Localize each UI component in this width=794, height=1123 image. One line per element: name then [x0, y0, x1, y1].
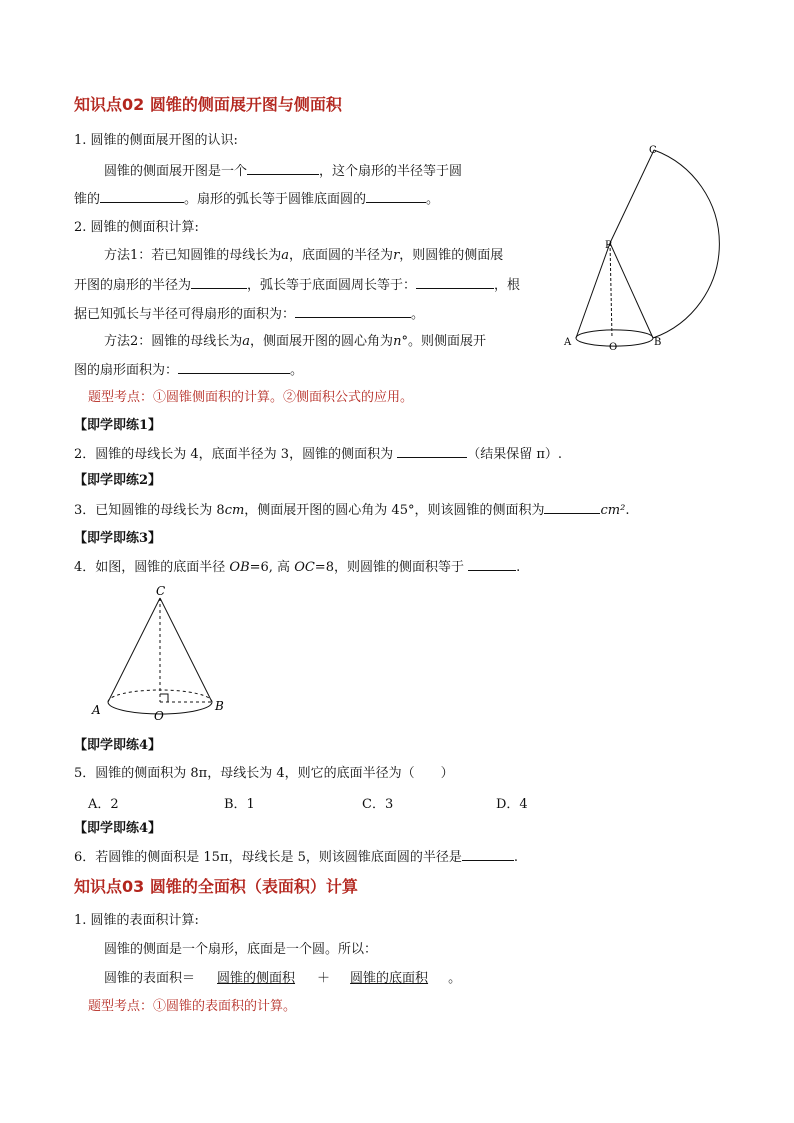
text: 图的扇形面积为：: [74, 363, 179, 378]
answer-blank[interactable]: [247, 162, 319, 175]
method1-line1: [104, 247, 503, 265]
right-angle-mark: [160, 694, 168, 702]
text: 。: [448, 971, 462, 986]
filled-answer: 圆锥的底面积: [350, 971, 429, 986]
text: ，则圆锥的侧面展: [399, 248, 504, 263]
practice-question-2: [74, 445, 562, 464]
unit: cm: [224, 503, 245, 518]
practice-tag-2: 【即学即练2】: [74, 473, 162, 488]
var: OC: [294, 560, 315, 575]
option-d[interactable]: D．4: [496, 797, 528, 812]
part1-title: 1. 圆锥的侧面展开图的认识:: [74, 133, 238, 148]
answer-blank[interactable]: [100, 190, 184, 203]
answer-blank[interactable]: [397, 445, 467, 458]
text: 。: [411, 307, 425, 322]
var: a: [281, 248, 290, 263]
text: ，侧面展开图的圆心角为: [250, 334, 394, 349]
cone-height-po: [610, 243, 612, 338]
option-c[interactable]: C．3: [362, 797, 394, 812]
text: ＋: [317, 971, 331, 986]
label-p: P: [605, 240, 612, 251]
answer-blank[interactable]: [462, 848, 514, 861]
cone-figure-oc: [88, 582, 238, 728]
method1-line3: [74, 305, 424, 324]
practice-question-3: [74, 501, 629, 520]
section-heading-02-text: 知识点02 圆锥的侧面展开图与侧面积: [74, 95, 342, 114]
text: 4．如图，圆锥的底面半径: [74, 560, 230, 575]
practice-tag-4: 【即学即练4】: [74, 738, 162, 753]
cone-edge-cb: [160, 598, 212, 702]
section-heading-03: 知识点03 圆锥的全面积（表面积）计算: [74, 877, 358, 896]
answer-blank[interactable]: [416, 276, 494, 289]
text: 方法1：若已知圆锥的母线长为: [104, 248, 282, 263]
text: 方法2：圆锥的母线长为: [104, 334, 243, 349]
sector-radius-pc: [610, 150, 654, 243]
option-a[interactable]: A．2: [88, 797, 119, 812]
var: n: [393, 334, 402, 349]
var: OB: [229, 560, 250, 575]
cone-development-figure: [560, 138, 720, 354]
part2-title: 2. 圆锥的侧面积计算:: [74, 220, 199, 235]
filled-answer: 圆锥的侧面积: [217, 971, 296, 986]
answer-blank[interactable]: [366, 190, 426, 203]
answer-blank[interactable]: [295, 305, 411, 318]
answer-blank[interactable]: [191, 276, 247, 289]
text: 锥的: [74, 192, 101, 207]
text: 开图的扇形的半径为: [74, 278, 192, 293]
text: ，侧面展开图的圆心角为 45°，则该圆锥的侧面积为: [244, 503, 545, 518]
answer-blank[interactable]: [544, 501, 600, 514]
practice-question-6: [74, 848, 518, 867]
text: 。扇形的弧长等于圆锥底面圆的: [184, 192, 367, 207]
text: 据已知弧长与半径可得扇形的面积为：: [74, 307, 296, 322]
key-points-02: 题型考点：①圆锥侧面积的计算。②侧面积公式的应用。: [88, 390, 414, 405]
text: 圆锥的表面积＝: [104, 971, 196, 986]
part3-title: 1. 圆锥的表面积计算:: [74, 913, 199, 928]
answer-blank[interactable]: [178, 361, 290, 374]
label-c: C: [649, 145, 657, 156]
unit: cm²: [600, 503, 626, 518]
cone-edge-ca: [108, 598, 160, 702]
label-a: A: [564, 337, 572, 348]
text: °: [401, 334, 408, 349]
method2-line2: [74, 361, 303, 380]
practice-question-5: 5．圆锥的侧面积为 8π，母线长为 4，则它的底面半径为（ ）: [74, 766, 454, 781]
option-b[interactable]: B．1: [224, 797, 255, 812]
text: =6, 高: [249, 560, 295, 575]
method2-line1: [104, 333, 486, 351]
practice-tag-3: 【即学即练3】: [74, 531, 162, 546]
label-o: O: [609, 342, 618, 353]
text: .: [625, 503, 630, 518]
key-points-03: 题型考点：①圆锥的表面积的计算。: [88, 999, 297, 1014]
text: 。: [426, 192, 440, 207]
label-c: C: [156, 584, 166, 598]
text: ，这个扇形的半径等于圆: [319, 164, 463, 179]
text: （结果保留 π）.: [467, 447, 563, 462]
part3-line1: 圆锥的侧面是一个扇形，底面是一个圆。所以：: [104, 942, 378, 957]
var: r: [393, 248, 400, 263]
text: 。: [290, 363, 304, 378]
practice-question-4: [74, 558, 520, 577]
practice-tag-5: 【即学即练4】: [74, 821, 162, 836]
text: ，底面圆的半径为: [289, 248, 394, 263]
text: .: [513, 850, 519, 865]
cone-edge-pb: [610, 243, 653, 338]
answer-blank[interactable]: [468, 558, 516, 571]
practice-tag-1: 【即学即练1】: [74, 418, 162, 433]
text: ，根: [494, 278, 521, 293]
text: 3．已知圆锥的母线长为 8: [74, 503, 225, 518]
text: ，弧长等于底面圆周长等于：: [247, 278, 417, 293]
part3-line2: [104, 970, 461, 988]
text: =8，则圆锥的侧面积等于: [314, 560, 464, 575]
cone-edge-pa: [576, 243, 610, 338]
label-b: B: [654, 337, 662, 348]
text: 圆锥的侧面展开图是一个: [104, 164, 248, 179]
text: 。则侧面展开: [407, 334, 486, 349]
text: 6．若圆锥的侧面积是 15π，母线长是 5，则该圆锥底面圆的半径是: [74, 850, 462, 865]
label-b: B: [215, 699, 224, 713]
method1-line2: [74, 276, 520, 295]
sector-arc: [653, 150, 719, 338]
text: 2．圆锥的母线长为 4，底面半径为 3，圆锥的侧面积为: [74, 447, 394, 462]
label-a: A: [92, 703, 101, 717]
section-heading-02: [74, 96, 342, 114]
part1-line2: [74, 190, 439, 209]
var: a: [242, 334, 251, 349]
text: .: [516, 560, 521, 575]
base-back-arc: [576, 330, 653, 338]
label-o: O: [154, 709, 164, 723]
part1-line1: [104, 162, 462, 181]
